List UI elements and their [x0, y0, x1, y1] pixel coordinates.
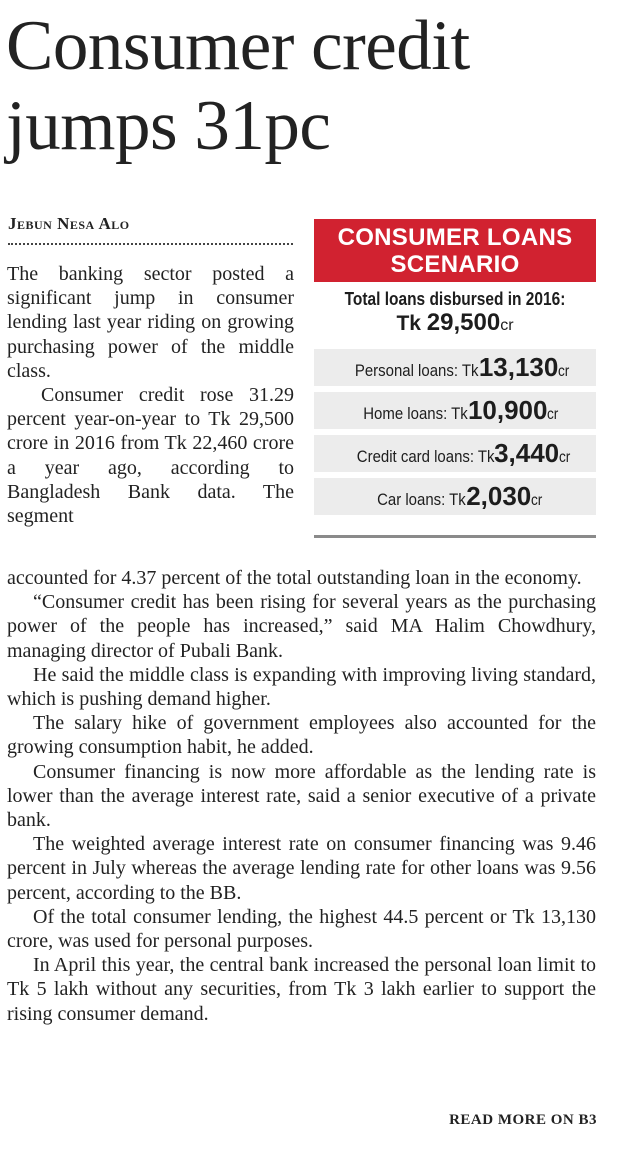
loan-label: Credit card loans: Tk — [356, 447, 495, 466]
article-paragraph: He said the middle class is expanding with improving living standard, which is pushing demand higher. — [7, 663, 596, 711]
loan-row-car — [314, 478, 596, 515]
total-loans — [314, 282, 596, 339]
article-paragraph: The weighted average interest rate on consumer financing was 9.46 percent in July whereas the average lending rate for other loans was 9.56 percent, according to the BB. — [7, 833, 596, 904]
loan-row-credit-card — [314, 435, 596, 472]
loan-label: Home loans: Tk — [363, 404, 468, 423]
article-paragraph: Of the total consumer lending, the highest 44.5 percent or Tk 13,130 crore, was used for personal purposes. — [7, 905, 596, 953]
total-loans-label: Total loans disbursed in 2016: — [344, 289, 566, 309]
article-column-left — [7, 262, 294, 528]
article-paragraph: accounted for 4.37 percent of the total outstanding loan in the economy. — [7, 567, 582, 589]
headline-line-1: Consumer credit — [6, 7, 470, 85]
total-loans-value: 29,500 — [426, 309, 501, 336]
loan-unit: cr — [558, 363, 570, 380]
loan-row-home — [314, 392, 596, 429]
loan-value: 13,130 — [478, 352, 559, 382]
article-paragraph: Consumer financing is now more affordable as the lending rate is lower than the average interest rate, said a senior executive of a private bank. — [7, 760, 596, 832]
article-paragraph: “Consumer credit has been rising for several years as the purchasing power of the people has increased,” said MA Halim Chowdhury, managing director of Pubali Bank. — [7, 591, 596, 662]
article-paragraph: The banking sector posted a significant jump in consumer lending last year riding on growing purchasing power of the middle class. — [7, 263, 294, 382]
loan-unit: cr — [559, 449, 571, 466]
total-loans-unit: cr — [500, 317, 514, 334]
article-paragraph: In April this year, the central bank increased the personal loan limit to Tk 5 lakh without any securities, from Tk 3 lakh earlier to support the rising consumer demand. — [7, 954, 596, 1025]
total-loans-value-line — [314, 310, 596, 339]
headline — [6, 6, 611, 166]
loan-value: 2,030 — [466, 481, 532, 511]
sidebar-bottom-rule — [314, 535, 596, 538]
loan-row-personal — [314, 349, 596, 386]
byline: Jebun Nesa Alo — [8, 214, 130, 233]
loan-value: 3,440 — [494, 438, 560, 468]
sidebar-title-line-2: SCENARIO — [390, 251, 520, 278]
byline-divider — [8, 243, 293, 245]
loan-unit: cr — [547, 406, 559, 423]
consumer-loans-sidebar — [314, 219, 596, 538]
article-paragraph: Consumer credit rose 31.29 percent year-on-year to Tk 29,500 crore in 2016 from Tk 22,460 crore a year ago, according to Bangladesh Bank data. The segment — [7, 384, 294, 528]
loan-label: Car loans: Tk — [377, 490, 467, 509]
headline-line-2: jumps 31pc — [6, 87, 331, 165]
sidebar-title-line-1: CONSUMER LOANS — [337, 224, 573, 251]
article-paragraph: The salary hike of government employees also accounted for the growing consumption habit, he added. — [7, 712, 596, 759]
loan-unit: cr — [531, 492, 543, 509]
read-more-link[interactable]: READ MORE ON B3 — [449, 1112, 597, 1128]
sidebar-title — [314, 219, 596, 282]
loan-label: Personal loans: Tk — [355, 361, 479, 380]
article-column-full — [7, 566, 596, 1026]
loan-value: 10,900 — [467, 395, 548, 425]
total-loans-prefix: Tk — [396, 312, 427, 335]
